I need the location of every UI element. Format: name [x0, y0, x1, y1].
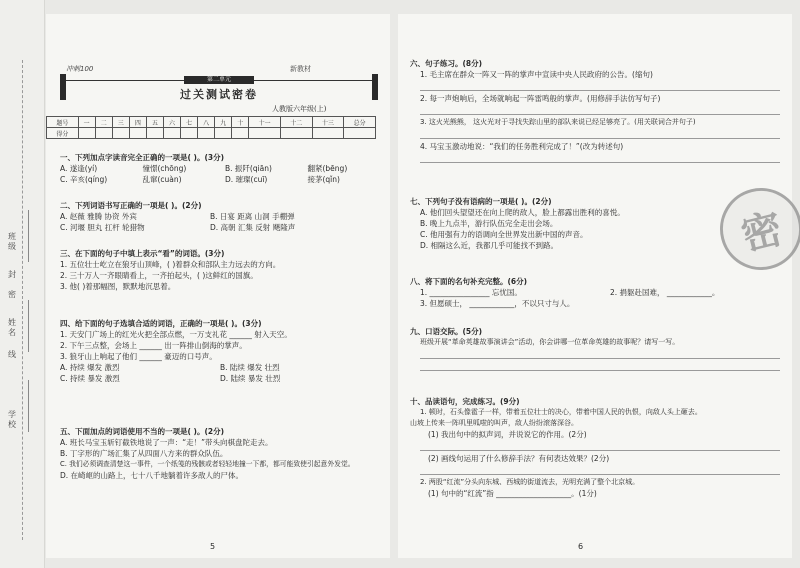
score-header-cell: 五	[146, 117, 163, 128]
q10-passage-1: 1. 顿时，石头像雹子一样，带着五位壮士的决心，带着中国人民的仇恨，向敌人头上砸去。	[420, 408, 702, 416]
q5-opt-b[interactable]: B. 丁字形的广场汇集了从四面八方来的群众队伍。	[60, 449, 228, 458]
q1-title: 一、下列加点字读音完全正确的一项是( )。(3分)	[60, 153, 225, 162]
q1-opt-d[interactable]: D. 璀璨(cuī)	[225, 175, 268, 184]
q1-opt-b2: 翻紧(bēng)	[307, 164, 348, 173]
score-cell[interactable]	[249, 128, 281, 139]
q1-opt-c2: 乱窜(cuàn)	[142, 175, 182, 184]
q5-title: 五、下面加点的词语使用不当的一项是( )。(2分)	[60, 427, 225, 436]
q4-line-3: 3. 狼牙山上响起了他们 ______ 豪迈的口号声。	[60, 352, 217, 361]
q4-row-2	[60, 373, 390, 384]
q4-row-1	[60, 362, 390, 373]
score-cell[interactable]	[181, 128, 198, 139]
score-cell[interactable]	[129, 128, 146, 139]
score-header-cell: 十三	[312, 117, 344, 128]
question-9	[410, 326, 790, 373]
score-header-cell: 六	[163, 117, 180, 128]
q6-answer-1[interactable]	[420, 81, 780, 91]
q6-answer-4[interactable]	[420, 153, 780, 163]
q3-title: 三、在下面的句子中填上表示“看”的词语。(3分)	[60, 249, 225, 258]
binding-dashed-line	[22, 60, 23, 540]
title-banner	[60, 74, 378, 100]
q6-item-2: 2. 每一声炮响后，全场就响起一阵雷鸣般的掌声。(用修辞手法仿写句子)	[420, 94, 661, 103]
question-8	[410, 276, 790, 309]
q7-opt-d[interactable]: D. 相隔这么近，我都几乎可能找不到路。	[420, 241, 559, 250]
q10-passage-1b: 山坡上传来一阵叽里呱啦的叫声，敌人纷纷滚落深谷。	[410, 419, 578, 427]
q10-sub-1: (1) 我出句中的拟声词，并说说它的作用。(2分)	[428, 430, 587, 439]
school-blank[interactable]	[28, 380, 29, 432]
score-header-cell: 题号	[47, 117, 79, 128]
seal-stamp: 密	[711, 179, 800, 278]
q1-row-2	[60, 174, 390, 185]
q2-opt-c[interactable]: C. 河堰 胆丸 扛杆 轮猎物	[60, 223, 145, 232]
score-header-cell: 十二	[280, 117, 312, 128]
score-header-cell: 八	[198, 117, 215, 128]
page-number-left: 5	[210, 542, 216, 551]
q7-opt-b[interactable]: B. 晚上九点半，游行队伍完全走出会场。	[420, 219, 558, 228]
q2-opt-d[interactable]: D. 高朝 汇集 反射 飓隆声	[210, 223, 296, 232]
q6-answer-3[interactable]	[420, 129, 780, 139]
q10-title: 十、品读语句，完成练习。(9分)	[410, 397, 520, 406]
seal-char-1: 密	[8, 290, 16, 299]
banner-bar-right	[372, 74, 378, 100]
q9-prompt: 班级开展“革命英雄故事演讲会”活动，你会讲哪一位革命英雄的故事呢？请写一写。	[420, 338, 680, 346]
score-header-cell: 十	[232, 117, 249, 128]
q9-answer-1[interactable]	[420, 349, 780, 359]
question-1	[60, 152, 390, 185]
q3-line-3: 3. 他( )着那幅图，默默地沉思着。	[60, 282, 176, 291]
q9-title: 九、口语交际。(5分)	[410, 327, 483, 336]
score-header-cell: 十一	[249, 117, 281, 128]
score-cell[interactable]	[198, 128, 215, 139]
q6-title: 六、句子练习。(8分)	[410, 59, 483, 68]
q10-sub-2: (2) 画线句运用了什么修辞手法？有何表达效果？(2分)	[428, 454, 610, 463]
q8-title: 八、将下面的名句补充完整。(6分)	[410, 277, 528, 286]
question-2	[60, 200, 390, 233]
q1-row-1	[60, 163, 390, 174]
score-header-cell: 三	[112, 117, 129, 128]
score-header-row	[47, 117, 376, 128]
question-10	[410, 396, 790, 499]
q2-opt-b[interactable]: B. 日宴 距离 山洞 手棚弹	[210, 212, 295, 221]
q1-opt-a[interactable]: A. 遂逢(yí)	[60, 164, 98, 173]
score-header-cell: 总分	[344, 117, 376, 128]
question-4	[60, 318, 390, 384]
seal-char-3: 线	[8, 350, 16, 359]
question-5	[60, 426, 390, 481]
score-cell[interactable]	[163, 128, 180, 139]
q5-opt-c[interactable]: C. 我们必须调查清楚这一事件，一个纸笺的残骸或者轻轻地撞一下都，都可能致使引起意外发觉。	[60, 460, 355, 468]
q10-sub-3[interactable]: (1) 句中的“红流”指 ____________________。(1分)	[428, 489, 597, 498]
score-cell[interactable]	[78, 128, 95, 139]
score-table	[46, 116, 376, 139]
q4-opt-b[interactable]: B. 陆续 爆发 壮烈	[220, 363, 280, 372]
q3-line-2: 2. 三十万人一齐眼睛看上，一齐拍起头，( )这鲜红的国旗。	[60, 271, 258, 280]
q4-line-2: 2. 下午三点整，会场上 ______ 出一阵排山倒海的掌声。	[60, 341, 247, 350]
q1-opt-a2: 憧憬(chōng)	[142, 164, 187, 173]
q1-opt-d2: 接茅(qǐn)	[307, 175, 340, 184]
q4-opt-c[interactable]: C. 持续 暴发 激烈	[60, 374, 120, 383]
question-6	[410, 58, 790, 165]
score-cell[interactable]	[112, 128, 129, 139]
q6-item-3: 3. 这火光熊熊， 这火光对于寻找失踪山里的部队来说已经足够亮了。(用关联词合并句子)	[420, 118, 696, 126]
name-blank[interactable]	[28, 300, 29, 352]
unit-label: 第二单元	[184, 76, 254, 84]
q10-answer-2[interactable]	[420, 465, 780, 475]
score-value-row	[47, 128, 376, 139]
q1-opt-b[interactable]: B. 振阡(qiān)	[225, 164, 272, 173]
q6-item-4: 4. 马宝玉激动地说：“我们的任务胜利完成了！”(改为转述句)	[420, 142, 624, 151]
q9-answer-2[interactable]	[420, 361, 780, 371]
school-label: 学校	[8, 410, 16, 429]
q7-title: 七、下列句子没有语病的一项是( )。(2分)	[410, 197, 552, 206]
score-header-cell: 七	[181, 117, 198, 128]
score-row-label: 得分	[47, 128, 79, 139]
edition-label: 新教材	[290, 65, 311, 73]
question-7	[410, 196, 710, 251]
q2-row-1	[60, 211, 390, 222]
q4-title: 四、给下面的句子选填合适的词语，正确的一项是( )。(3分)	[60, 319, 262, 328]
class-label: 班级	[8, 232, 16, 251]
seal-char-2: 封	[8, 270, 16, 279]
score-cell[interactable]	[344, 128, 376, 139]
q1-opt-c[interactable]: C. 辛亥(qíng)	[60, 175, 108, 184]
q7-opt-a[interactable]: A. 他们回头望望还在向上爬的敌人，脸上都露出胜利的喜悦。	[420, 208, 625, 217]
score-cell[interactable]	[146, 128, 163, 139]
score-cell[interactable]	[280, 128, 312, 139]
q10-answer-1[interactable]	[420, 441, 780, 451]
score-cell[interactable]	[232, 128, 249, 139]
score-cell[interactable]	[95, 128, 112, 139]
q3-line-1: 1. 五位壮士屹立在狼牙山顶峰，( )着群众和部队主力远去的方向。	[60, 260, 281, 269]
q8-row-1	[420, 287, 790, 298]
score-cell[interactable]	[215, 128, 232, 139]
q5-opt-d[interactable]: D. 在崎岖的山路上，七十八千地躺着许多敌人的尸体。	[60, 471, 244, 480]
q4-opt-d[interactable]: D. 陆续 暴发 壮烈	[220, 374, 281, 383]
q5-opt-a[interactable]: A. 班长马宝玉斩钉截铁地说了一声：“走！”带头向棋盘陀走去。	[60, 438, 273, 447]
q2-opt-a[interactable]: A. 赵薇 雅腾 协资 外宾	[60, 212, 137, 221]
q8-item-1[interactable]: 1. ________________ 忘忧国。	[420, 288, 522, 297]
q6-answer-2[interactable]	[420, 105, 780, 115]
score-header-cell: 九	[215, 117, 232, 128]
exam-title: 过关测试密卷	[180, 88, 258, 101]
q8-item-2[interactable]: 2. 捐躯赴国难， ____________。	[610, 288, 720, 297]
score-cell[interactable]	[312, 128, 344, 139]
q10-passage-2: 2. 两股“红流”分头向东城、西城的街道流去，光明充满了整个北京城。	[420, 478, 640, 486]
question-3	[60, 248, 390, 292]
q8-item-3[interactable]: 3. 但愿硕士， ____________，不以只寸与人。	[420, 299, 575, 308]
q4-opt-a[interactable]: A. 持续 爆发 激烈	[60, 363, 120, 372]
q4-line-1: 1. 天安门广场上的红光火把全部点燃，一万支礼花 ______ 射入天空。	[60, 330, 292, 339]
score-header-cell: 二	[95, 117, 112, 128]
q2-title: 二、下列词语书写正确的一项是( )。(2分)	[60, 201, 202, 210]
q7-opt-c[interactable]: C. 他用强有力的语调向全世界发出新中国的声音。	[420, 230, 588, 239]
grade-label: 人教版六年级(上)	[272, 105, 327, 113]
page-number-right: 6	[578, 542, 584, 551]
binding-strip	[0, 0, 45, 568]
q2-row-2	[60, 222, 390, 233]
name-label: 姓名	[8, 318, 16, 337]
brand-label: 冲刺100	[66, 65, 94, 73]
score-header-cell: 四	[129, 117, 146, 128]
score-header-cell: 一	[78, 117, 95, 128]
q6-item-1: 1. 毛主席在群众一阵又一阵的掌声中宣读中央人民政府的公告。(缩句)	[420, 70, 653, 79]
class-blank[interactable]	[28, 210, 29, 262]
